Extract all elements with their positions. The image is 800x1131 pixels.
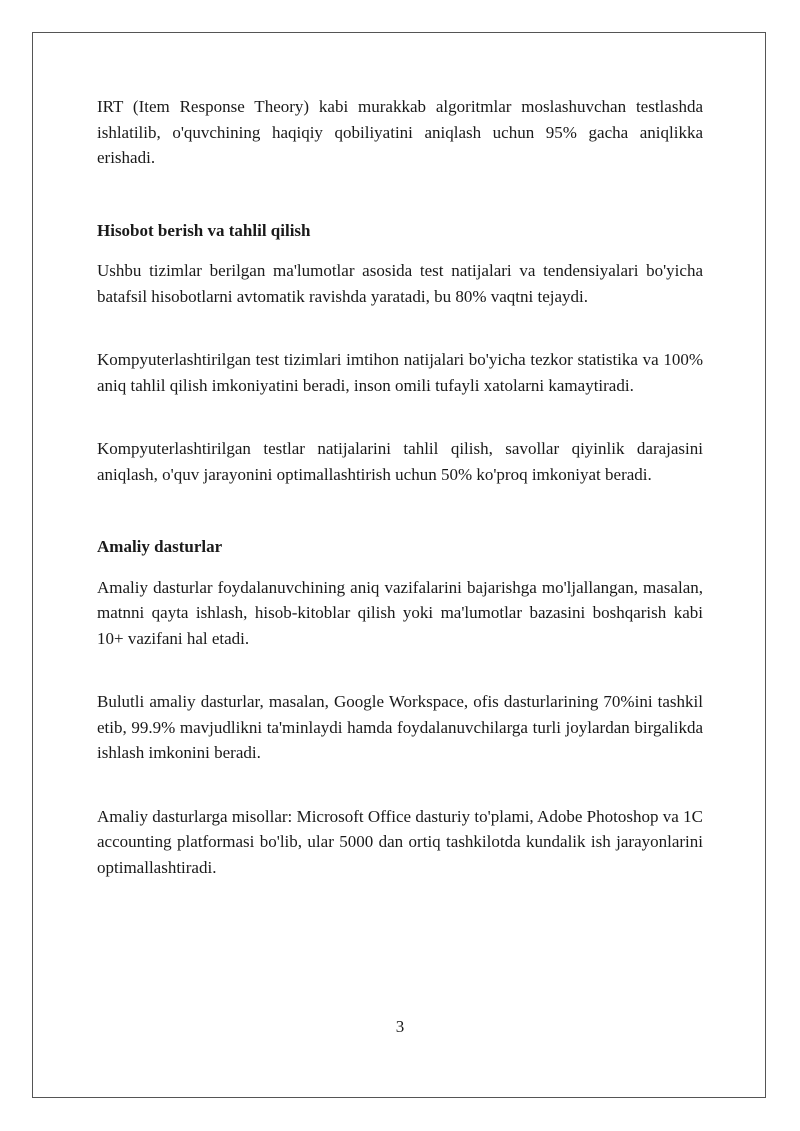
paragraph-irt: IRT (Item Response Theory) kabi murakkab algoritmlar moslashuvchan testlashda ishlatilib, o'quvchining haqiqiy qobiliyatini aniqlash uchun 95% gacha aniqlikka erishadi.: [97, 97, 703, 167]
paragraph-tahlil: Kompyuterlashtirilgan testlar natijalarini tahlil qilish, savollar qiyinlik darajasini aniqlash, o'quv jarayonini optimallashtirish uchun 50% ko'proq imkoniyat beradi.: [97, 439, 703, 484]
page-content: [97, 94, 703, 880]
paragraph-amaliy-dasturlar: Amaliy dasturlar foydalanuvchining aniq vazifalarini bajarishga mo'ljallangan, masalan, matnni qayta ishlash, hisob-kitoblar qilish yoki ma'lumotlar bazasini boshqarish kabi 10+ vazifani hal etadi.: [97, 577, 703, 648]
heading-hisobot: Hisobot berish va tahlil qilish: [97, 220, 311, 240]
page-number: 3: [395, 1017, 405, 1036]
paragraph-bulutli: Bulutli amaliy dasturlar, masalan, Google Workspace, ofis dasturlarining 70%ini tashkil etib, 99.9% mavjudlikni ta'minlaydi hamda foydalanuvchilarga turli joylardan birgalikda ishlash imkonini beradi.: [97, 692, 703, 762]
paragraph-statistika: Kompyuterlashtirilgan test tizimlari imtihon natijalari bo'yicha tezkor statistika va 100% aniq tahlil qilish imkoniyatini beradi, inson omili tufayli xatolarni kamaytiradi.: [97, 350, 703, 395]
paragraph-hisobot: Ushbu tizimlar berilgan ma'lumotlar asosida test natijalari va tendensiyalari bo'yicha batafsil hisobotlarni avtomatik ravishda yaratadi, bu 80% vaqtni tejaydi.: [97, 261, 703, 306]
heading-amaliy-dasturlar: Amaliy dasturlar: [97, 537, 223, 556]
paragraph-misollar: Amaliy dasturlarga misollar: Microsoft Office dasturiy to'plami, Adobe Photoshop va 1C accounting platformasi bo'lib, ular 5000 dan ortiq tashkilotda kundalik ish jarayonlarini optimallashtiradi.: [97, 806, 703, 877]
